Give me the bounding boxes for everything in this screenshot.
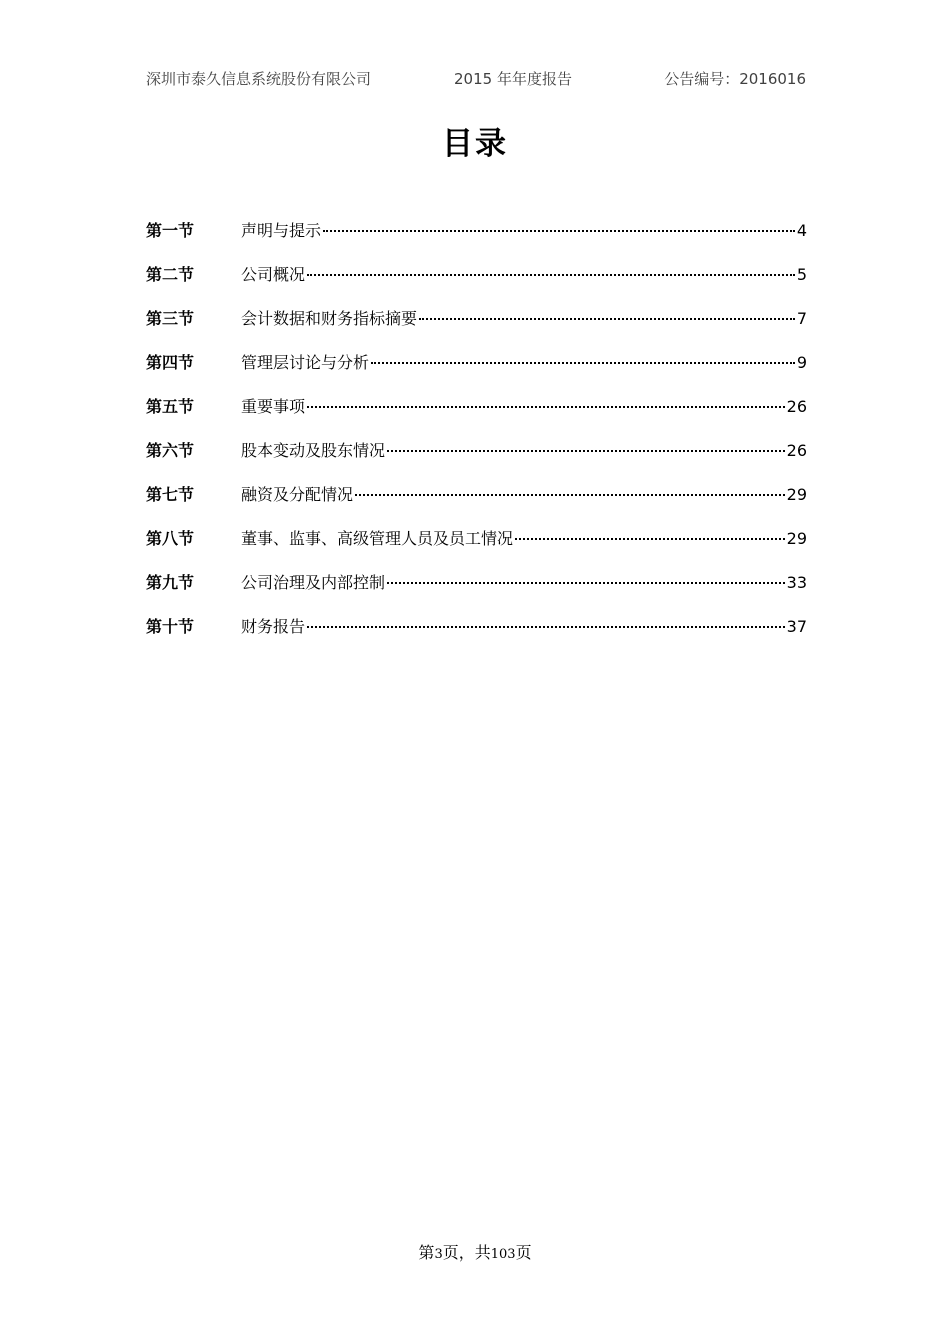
toc-dot-leader [387,582,785,584]
toc-dot-leader [307,406,785,408]
header-announcement-code: 公告编号：2016016 [664,70,806,88]
toc-entry[interactable] [146,308,807,352]
toc-entry[interactable] [146,220,807,264]
toc-entry-title: 公司治理及内部控制 [241,573,386,592]
page-title: 目录 [442,126,508,162]
table-of-contents [146,220,807,660]
footer-total-pages: 103 [490,1247,516,1262]
toc-entry-title: 公司概况 [241,265,306,284]
toc-section-label: 第七节 [146,485,195,504]
toc-entry[interactable] [146,572,807,616]
toc-page-number: 29 [786,529,807,548]
toc-section-label: 第一节 [146,221,195,240]
toc-dot-leader [307,274,795,276]
toc-page-number: 29 [786,485,807,504]
toc-entry-title: 财务报告 [241,617,306,636]
toc-entry[interactable] [146,616,807,660]
toc-dot-leader [355,494,785,496]
toc-page-number: 7 [796,309,807,328]
toc-section-label: 第四节 [146,353,195,372]
page-footer [0,1240,950,1263]
toc-entry[interactable] [146,396,807,440]
toc-entry[interactable] [146,264,807,308]
toc-entry-title: 融资及分配情况 [241,485,354,504]
toc-page-number: 37 [786,617,807,636]
toc-page-number: 4 [796,221,807,240]
toc-section-label: 第九节 [146,573,195,592]
toc-dot-leader [387,450,785,452]
toc-section-label: 第十节 [146,617,195,636]
toc-entry-title: 管理层讨论与分析 [241,353,370,372]
toc-section-label: 第三节 [146,309,195,328]
toc-section-label: 第二节 [146,265,195,284]
page-header [146,68,806,92]
toc-entry-title: 会计数据和财务指标摘要 [241,309,418,328]
toc-section-label: 第六节 [146,441,195,460]
toc-entry[interactable] [146,440,807,484]
toc-entry[interactable] [146,528,807,572]
toc-entry-title: 重要事项 [241,397,306,416]
toc-page-number: 5 [796,265,807,284]
header-company-name: 深圳市泰久信息系统股份有限公司 [146,70,372,88]
toc-entry[interactable] [146,352,807,396]
toc-dot-leader [419,318,795,320]
toc-dot-leader [307,626,785,628]
toc-page-number: 26 [786,397,807,416]
toc-entry[interactable] [146,484,807,528]
toc-dot-leader [371,362,795,364]
toc-section-label: 第五节 [146,397,195,416]
toc-dot-leader [515,538,785,540]
toc-section-label: 第八节 [146,529,195,548]
header-report-title: 2015 年年度报告 [454,70,572,88]
footer-middle: 页，共 [442,1243,491,1262]
footer-prefix: 第 [418,1243,435,1262]
toc-entry-title: 股本变动及股东情况 [241,441,386,460]
toc-dot-leader [323,230,795,232]
toc-page-number: 9 [796,353,807,372]
footer-current-page: 3 [434,1247,443,1262]
toc-page-number: 33 [786,573,807,592]
toc-page-number: 26 [786,441,807,460]
toc-entry-title: 董事、监事、高级管理人员及员工情况 [241,529,514,548]
footer-suffix: 页 [515,1243,532,1262]
toc-entry-title: 声明与提示 [241,221,322,240]
